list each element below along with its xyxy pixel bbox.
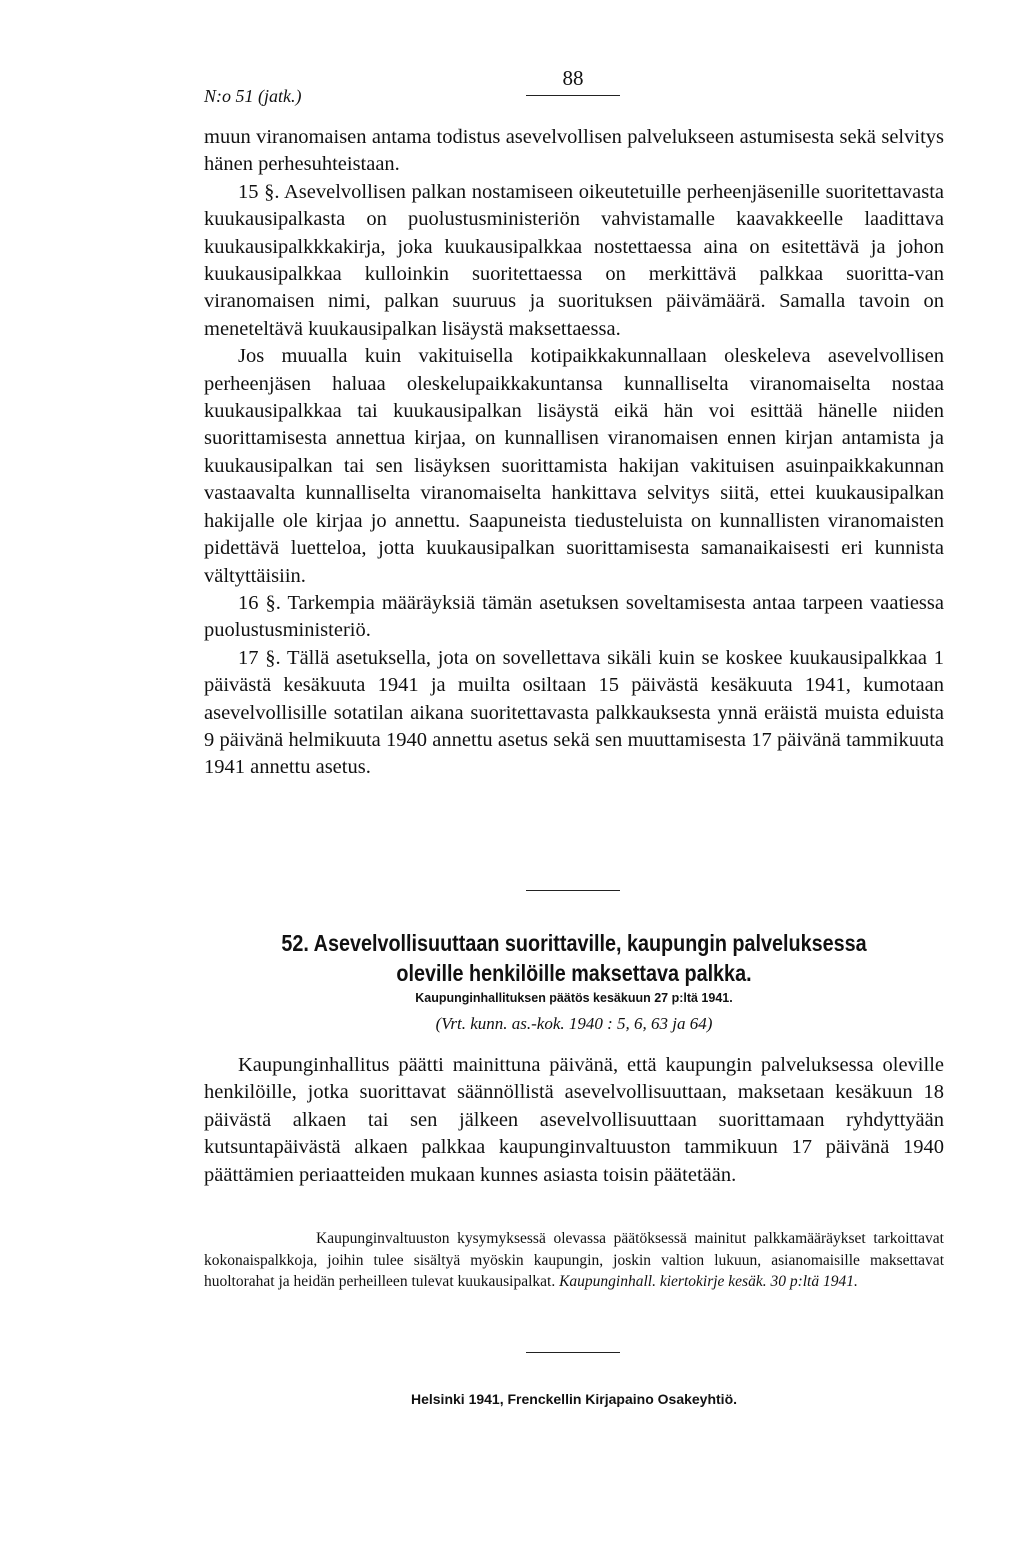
note-paragraph xyxy=(204,1228,944,1293)
paragraph-15: 15 §. Asevelvollisen palkan nostamiseen oikeutetuille perheenjäsenille suoritettavasta kuukausipalkasta on puolustusministeriön vahvistamalle kaavakkeelle laadittava kuukausipalkkkakirja, joka kuukausipalkkaa nostettaessa aina on esitettävä ja johon kuukausipalkkaa kulloinkin suoritettaessa on merkittävä palkkaa suoritta-van viranomaisen nimi, palkan suuruus ja suorituksen päivämäärä. Samalla tavoin on meneteltävä kuukausipalkan lisäystä maksettaessa. xyxy=(204,180,944,340)
section-52-note xyxy=(204,1228,944,1293)
reference-line: (Vrt. kunn. as.-kok. 1940 : 5, 6, 63 ja 64) xyxy=(435,1014,713,1033)
paragraph-17: 17 §. Tällä asetuksella, jota on sovellettava sikäli kuin se koskee kuukausipalkkaa 1 päivästä kesäkuuta 1941 ja muilta osiltaan 15 päivästä kesäkuuta 1941, kumotaan asevelvollisille sotatilan aikana suoritettavasta palkkauksesta ynnä eräistä muista eduista 9 päivänä helmikuuta 1940 annettu asetus sekä sen muuttamisesta 17 päivänä tammikuuta 1941 annettu asetus. xyxy=(204,646,944,779)
section-52-title xyxy=(256,928,892,988)
paragraph-continuation: muun viranomaisen antama todistus asevelvollisen palvelukseen astumisesta sekä selvitys hänen perhesuhteistaan. xyxy=(204,126,944,176)
note-text: Kaupunginvaltuuston kysymyksessä olevassa päätöksessä mainitut palkkamääräykset tarkoittavat kokonaispalkkoja, joihin tulee sisältyä myöskin kaupungin, joskin valtion lukuun, asianomaisille maksettavat huoltorahat ja heidän perheilleen tulevat kuukausipalkat. xyxy=(204,1230,944,1291)
section-52-paragraph: Kaupunginhallitus päätti mainittuna päivänä, että kaupungin palveluksessa oleville henkilöille, jotka suorittavat säännöllistä asevelvollisuuttaan, maksetaan kesäkuun 18 päivästä alkaen tai sen jälkeen asevelvollisuuttaan suorittamaan ryhdyttyään kutsuntapäivästä alkaen palkkaa kaupunginvaltuuston tammikuun 17 päivänä 1940 päättämien periaatteiden mukaan kunnes asiasta toisin päätetään. xyxy=(204,1054,944,1186)
page-number-rule xyxy=(526,95,620,96)
section-52-title-line2: oleville henkilöille maksettava palkka. xyxy=(396,960,752,986)
section-number: 52. xyxy=(281,930,309,956)
section-divider xyxy=(526,890,620,891)
paragraph-15-second: Jos muualla kuin vakituisella kotipaikkakunnallaan oleskeleva asevelvollisen perheenjäsen haluaa oleskelupaikkakuntansa kunnalliselta viranomaiselta nostaa kuukausipalkkaa tai kuukausipalkan lisäystä eikä hän voi esittää hänelle niiden suorittamisesta annettua kirjaa, on kunnallisen viranomaisen ennen kirjan antamista ja kuukausipalkan tai sen lisäyksen suorittamista hakijan vakituisen asuinpaikkakunnan vastaavalta kunnalliselta viranomaiselta hankittava selvitys siitä, ettei kuukausipalkan hakijalle ole kirjaa jo annettu. Saapuneista tiedusteluista on kunnallisten viranomaisten pidettävä luetteloa, jotta kuukausipalkan suorittamisesta samanaikaisesti eri kunnista vältyttäisiin. xyxy=(204,345,944,587)
end-divider xyxy=(526,1352,620,1353)
section-52-body xyxy=(204,1052,944,1189)
section-51-continued xyxy=(204,124,944,782)
printer-imprint: Helsinki 1941, Frenckellin Kirjapaino Osakeyhtiö. xyxy=(410,1391,738,1407)
section-52-title-line1: 52. Asevelvollisuuttaan suorittaville, kaupungin palveluksessa xyxy=(281,930,867,956)
page-number: 88 xyxy=(562,66,584,90)
decision-line: Kaupunginhallituksen päätös kesäkuun 27 p:ltä 1941. xyxy=(415,991,733,1005)
running-head: N:o 51 (jatk.) xyxy=(204,86,302,106)
note-citation: Kaupunginhall. kiertokirje kesäk. 30 p:ltä 1941. xyxy=(559,1273,858,1291)
paragraph-16: 16 §. Tarkempia määräyksiä tämän asetuksen soveltamisesta antaa tarpeen vaatiessa puolustusministeriö. xyxy=(204,591,944,642)
